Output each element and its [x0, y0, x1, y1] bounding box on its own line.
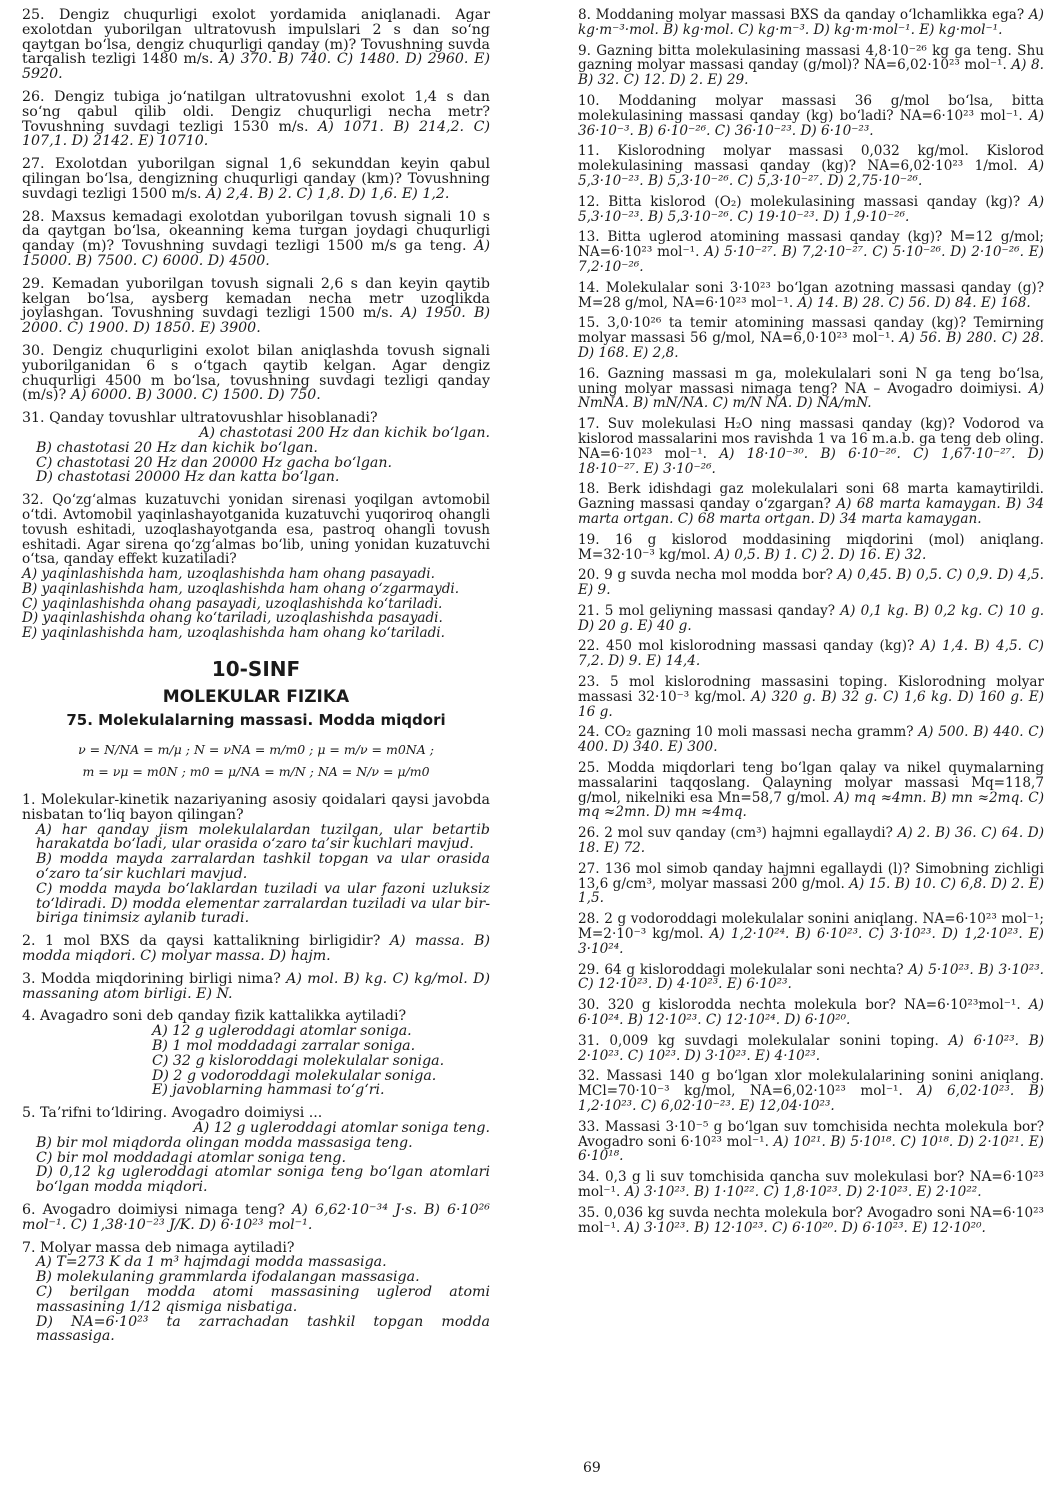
left-question-list [22, 8, 490, 403]
answer-options: A) 6·10²³. B) 2·10²³. C) 10²³. D) 3·10²³. E) 4·10²³. [578, 1032, 1045, 1064]
question [578, 639, 1044, 669]
answer-options: A) 5,3·10⁻²³. B) 5,3·10⁻²⁶. C) 19·10⁻²³. D) 1,9·10⁻²⁶. [578, 193, 1044, 225]
question [578, 281, 1044, 311]
answer-options: A) 56. B) 280. C) 28. D) 168. E) 2,8. [578, 330, 1044, 361]
answer-options: A) 8. B) 32. C) 12. D) 2. E) 29. [578, 57, 1044, 89]
answer-options: A) mq ≈4mn. B) mn ≈2mq. C) mq ≈2mn. D) mн ≈4mq. [578, 789, 1044, 821]
question-text: 30. Dengiz chuqurligini exolot bilan aniqlashda tovush signali yuborilganidan 6 s o‘tgach qaytib kelgan. Agar dengiz chuqurligi 4500 m bo‘lsa, tovushning suvdagi tezligi qanday (m/s)? [22, 342, 490, 404]
option: D) NA=6·10²³ ta zarrachadan tashkil topgan modda massasiga. [36, 1313, 490, 1345]
answer-options: A) NmNA. B) mN/NA. C) m/N NA. D) NA/mN. [578, 380, 1044, 412]
option: A) 12 g ugleroddagi atomlar soniga teng. [193, 1120, 490, 1137]
grade-heading: 10-SINF [211, 657, 301, 682]
answer-options: A) 6,02·10²³. B) 1,2·10²³. C) 6,02·10⁻²³. E) 12,04·10²³. [578, 1083, 1044, 1114]
question-text: 21. 5 mol geliyning massasi qanday? [578, 602, 836, 619]
answer-options: A) 15. B) 10. C) 6,8. D) 2. E) 1,5. [578, 875, 1044, 907]
question [578, 1206, 1044, 1236]
question-text: 19. 16 g kislorod moddasining miqdorini (mol) aniqlang. M=32·10⁻³ kg/mol. [578, 531, 1044, 563]
answer-options: A) 5·10⁻²⁷. B) 7,2·10⁻²⁷. C) 5·10⁻²⁶. D) 2·10⁻²⁶. E) 7,2·10⁻²⁶. [578, 244, 1044, 275]
question [578, 1034, 1044, 1064]
question-text: 29. 64 g kisloroddagi molekulalar soni nechta? [578, 961, 904, 978]
question-text: 7. Molyar massa deb nimaga aytiladi? [22, 1239, 295, 1256]
answer-options: A) 0,1 kg. B) 0,2 kg. C) 10 g. D) 20 g. E) 40 g. [578, 602, 1045, 634]
answer-options: A) 320 g. B) 32 g. C) 1,6 kg. D) 160 g. E) 16 g. [578, 688, 1044, 720]
answer-options: A) 0,45. B) 0,5. C) 0,9. D) 4,5. E) 9. [578, 567, 1044, 599]
question-text: 32. Qo‘zg‘almas kuzatuvchi yonidan sirenasi yoqilgan avtomobil o‘tdi. Avtomobil yaqinlashayotganida kuzatuvchi yuqoriroq ohangli tovush eshitadi, uzoqlashayotganda esa, pastroq ohangli tovush eshitadi. Agar sirena qo‘zg‘almas bo‘lib, uning yonidan kuzatuvchi o‘tsa, qanday effekt kuzatiladi? [22, 492, 490, 568]
question [22, 344, 490, 403]
answer-options: A) 14. B) 28. C) 56. D) 84. E) 168. [797, 294, 1031, 311]
question-text: 16. Gazning massasi m ga, molekulalari soni N ga teng bo‘lsa, uning molyar massasi nimaga teng? NA – Avogadro doimiysi. [578, 365, 1044, 397]
question-text: 15. 3,0·10²⁶ ta temir atomining massasi qanday (kg)? Temirning molyar massasi 56 g/mol, NA=6,0·10²³ mol⁻¹. [578, 315, 1044, 347]
question-6 [22, 1203, 490, 1233]
option: D) chastotasi 20000 Hz dan katta bo‘lgan. [36, 469, 340, 486]
answer-options: A) 1,4. B) 4,5. C) 7,2. D) 9. E) 14,4. [578, 638, 1044, 670]
question-text: 30. 320 g kislorodda nechta molekula bor? NA=6·10²³mol⁻¹. [578, 997, 1021, 1014]
question [578, 568, 1044, 598]
answer-options: A) 370. B) 740. C) 1480. D) 2960. E) 5920. [22, 51, 490, 83]
answer-options: A) 6·10²⁴. B) 12·10²³. C) 12·10²⁴. D) 6·10²⁰. [578, 997, 1044, 1029]
page-number: 69 [583, 1460, 601, 1476]
formula-block [22, 739, 490, 783]
answer-options: A) mol. B) kg. C) kg/mol. D) massaning atom birligi. E) N. [22, 970, 490, 1002]
answer-options: A) massa. B) modda miqdori. C) molyar massa. D) hajm. [22, 933, 490, 965]
question [578, 1120, 1044, 1164]
right-question-list [578, 8, 1044, 1235]
question-text: 20. 9 g suvda necha mol modda bor? [578, 567, 833, 584]
question [578, 912, 1044, 956]
question [578, 417, 1044, 476]
answer-options: A) 500. B) 440. C) 400. D) 340. E) 300. [578, 724, 1044, 756]
question-text: 1. Molekular-kinetik nazariyaning asosiy qoidalari qaysi javobda nisbatan to‘liq bayon qilingan? [22, 792, 490, 823]
question-1 [22, 793, 490, 926]
question [578, 725, 1044, 755]
question [578, 195, 1044, 225]
question [22, 277, 490, 336]
question-text: 22. 450 mol kislorodning massasi qanday (kg)? [578, 638, 915, 655]
question-text: 29. Kemadan yuborilgan tovush signali 2,6 s dan keyin qaytib kelgan bo‘lsa, aysberg kemadan necha metr uzoqlikda joylashgan. Tovushning suvdagi tezligi 1500 m/s. [22, 275, 490, 322]
question-text: 8. Moddaning molyar massasi BXS da qanday o‘lchamlikka ega? [578, 7, 1025, 23]
option: C) yaqinlashishda ohang pasayadi, uzoqlashishda ko‘tariladi. [22, 595, 443, 612]
answer-options: A) 1,2·10²⁴. B) 6·10²³. C) 3·10²³. D) 1,2·10²³. E) 3·10²⁴. [578, 926, 1044, 957]
option: B) modda mayda zarralardan tashkil topgan va ular orasida o‘zaro ta’sir kuchlari mavjud. [36, 851, 490, 883]
question [578, 675, 1044, 719]
question-text: 3. Modda miqdorining birligi nima? [22, 970, 281, 987]
question [578, 44, 1044, 88]
question-text: 34. 0,3 g li suv tomchisida qancha suv molekulasi bor? NA=6·10²³ mol⁻¹. [578, 1169, 1044, 1200]
question [578, 998, 1044, 1028]
question-text: 18. Berk idishdagi gaz molekulalari soni 68 marta kamaytirildi. Gazning massasi qanday o‘zgargan? [578, 481, 1044, 513]
question-text: 12. Bitta kislorod (O₂) molekulasining massasi qanday (kg)? [578, 193, 1021, 210]
question-text: 13. Bitta uglerod atomining massasi qanday (kg)? M=12 g/mol; NA=6·10²³ mol⁻¹. [578, 229, 1044, 261]
question [578, 482, 1044, 526]
question [578, 144, 1044, 188]
question [578, 316, 1044, 360]
question-text: 2. 1 mol BXS da qaysi kattalikning birligidir? [22, 933, 381, 950]
answer-options: A) 6,62·10⁻³⁴ J·s. B) 6·10²⁶ mol⁻¹. C) 1,38·10⁻²³ J/K. D) 6·10²³ mol⁻¹. [22, 1202, 490, 1233]
question-text: 4. Avagadro soni deb qanday fizik kattalikka aytiladi? [22, 1008, 407, 1025]
question-3 [22, 972, 490, 1002]
question-text: 35. 0,036 kg suvda nechta molekula bor? Avogadro soni NA=6·10²³ mol⁻¹. [578, 1204, 1044, 1236]
formula-line: ν = N/NA = m/μ ; N = νNA = m/m0 ; μ = m/ν = m0NA ; [78, 742, 434, 758]
option: C) bir mol moddadagi atomlar soniga teng. [36, 1149, 346, 1166]
right-column [578, 8, 1044, 1241]
option: A) 12 g ugleroddagi atomlar soniga. [152, 1023, 412, 1040]
question-text: 5. Ta’rifni to‘ldiring. Avogadro doimiysi ... [22, 1105, 323, 1122]
option: D) yaqinlashishda ohang ko‘tariladi, uzoqlashishda pasayadi. [22, 610, 443, 627]
option: E) yaqinlashishda ham, uzoqlashishda ham ohang ko‘tariladi. [22, 625, 445, 642]
question-text: 33. Massasi 3·10⁻⁵ g bo‘lgan suv tomchisida nechta molekula bor? Avogadro soni 6·10²³ mol⁻¹. [578, 1118, 1044, 1150]
option: C) modda mayda bo‘laklardan tuziladi va ular fazoni uzluksiz to‘ldiradi. D) modda elementar zarralardan tuziladi va ular bir-biriga tinimsiz aylanib turadi. [36, 880, 490, 927]
question-5 [22, 1106, 490, 1195]
question-32 [22, 493, 490, 641]
question [22, 157, 490, 201]
question-text: 23. 5 mol kislorodning massasini toping. Kislorodning molyar massasi 32·10⁻³ kg/mol. [578, 674, 1044, 705]
question [578, 963, 1044, 993]
topic-heading: MOLEKULAR FIZIKA [162, 687, 350, 708]
answer-options: A) 3·10²³. B) 1·10²². C) 1,8·10²³. D) 2·10²³. E) 2·10²². [624, 1183, 982, 1200]
option: D) 2 g vodoroddagi molekulalar soniga. [152, 1067, 437, 1084]
answer-options: A) 5·10²³. B) 3·10²³. C) 12·10²³. D) 4·10²³. E) 6·10²³. [578, 961, 1044, 993]
option: C) berilgan modda atomi massasining uglerod atomi massasining 1/12 qismiga nisbatiga. [36, 1283, 490, 1315]
question [578, 761, 1044, 820]
answer-options: A) 36·10⁻³. B) 6·10⁻²⁶. C) 36·10⁻²³. D) 6·10⁻²³. [578, 107, 1044, 139]
section-heading: 75. Molekulalarning massasi. Modda miqdori [66, 711, 446, 730]
question [578, 1069, 1044, 1113]
question-31 [22, 411, 490, 485]
option: B) bir mol miqdorda olingan modda massasiga teng. [36, 1134, 413, 1151]
answer-options: A) 1950. B) 2000. C) 1900. D) 1850. E) 3900. [22, 305, 490, 337]
question-text: 14. Molekulalar soni 3·10²³ bo‘lgan azotning massasi qanday (g)? M=28 g/mol, NA=6·10²³ mol⁻¹. [578, 279, 1044, 311]
question-text: 24. CO₂ gazning 10 moli massasi necha gramm? [578, 724, 914, 741]
answer-options: A) 18·10⁻³⁰. B) 6·10⁻²⁶. C) 1,67·10⁻²⁷. D) 18·10⁻²⁷. E) 3·10⁻²⁶. [578, 445, 1044, 477]
option: A) har qanday jism molekulalardan tuzilgan, ular betartib harakatda bo‘ladi, ular orasida o‘zaro ta’sir kuchlari mavjud. [36, 821, 490, 853]
answer-options: A) 3·10²³. B) 12·10²³. C) 6·10²⁰. D) 6·10²³. E) 12·10²⁰. [624, 1219, 986, 1236]
question-text: 27. Exolotdan yuborilgan signal 1,6 sekunddan keyin qabul qilingan bo‘lsa, dengizning chuqurligi qanday (km)? Tovushning suvdagi tezligi 1500 m/s. [22, 156, 490, 202]
question [22, 210, 490, 269]
option: C) chastotasi 20 Hz dan 20000 Hz gacha bo‘lgan. [36, 454, 393, 471]
question-text: 11. Kislorodning molyar massasi 0,032 kg/mol. Kislorod molekulasining massasi qanday (kg)? NA=6,02·10²³ 1/mol. [578, 143, 1044, 175]
question-text: 9. Gazning bitta molekulasining massasi 4,8·10⁻²⁶ kg ga teng. Shu gazning molyar massasi qanday (g/mol)? NA=6,02·10²³ mol⁻¹. [578, 42, 1044, 74]
question-text: 26. 2 mol suv qanday (cm³) hajmni egallaydi? [578, 825, 893, 842]
question-7 [22, 1241, 490, 1345]
question [578, 230, 1044, 274]
question-text: 27. 136 mol simob qanday hajmni egallaydi (l)? Simobning zichligi 13,6 g/cm³, molyar massasi 200 g/mol. [578, 860, 1044, 892]
question [578, 826, 1044, 856]
option: B) molekulaning grammlarda ifodalangan massasiga. [36, 1269, 420, 1286]
question [578, 604, 1044, 634]
answer-options: A) 0,5. B) 1. C) 2. D) 16. E) 32. [714, 546, 927, 563]
question-text: 26. Dengiz tubiga jo‘natilgan ultratovushni exolot 1,4 s dan so‘ng qabul qilib oldi. Dengiz chuqurligi necha metr? Tovushning suvdagi tezligi 1530 m/s. [22, 88, 490, 135]
answer-options: A) kg·m⁻³·mol. B) kg·mol. C) kg·m⁻³. D) kg·m·mol⁻¹. E) kg·mol⁻¹. [578, 7, 1044, 38]
question-text: 28. 2 g vodoroddagi molekulalar sonini aniqlang. NA=6·10²³ mol⁻¹; M=2·10⁻³ kg/mol. [578, 911, 1044, 943]
question [22, 8, 490, 82]
question-text: 25. Dengiz chuqurligi exolot yordamida aniqlanadi. Agar exolotdan yuborilgan ultratovush impulslari 2 s dan so‘ng qaytgan bo‘lsa, dengiz chuqurligi qanday (m)? Tovushning suvda tarqalish tezligi 1480 m/s. [22, 7, 490, 68]
question-text: 25. Modda miqdorlari teng bo‘lgan qalay va nikel quymalarning massalarini taqqoslang. Qalayning molyar massasi Mq=118,7 g/mol, nikelniki esa Mn=58,7 g/mol. [578, 760, 1044, 806]
answer-options: A) 2,4. B) 2. C) 1,8. D) 1,6. E) 1,2. [206, 185, 450, 202]
question-text: 32. Massasi 140 g bo‘lgan xlor molekulalarining sonini aniqlang. MCl=70·10⁻³ kg/mol, NA=6,02·10²³ mol⁻¹. [578, 1068, 1044, 1100]
option: B) chastotasi 20 Hz dan kichik bo‘lgan. [36, 439, 318, 456]
question [578, 533, 1044, 563]
answer-options: A) 6000. B) 3000. C) 1500. D) 750. [70, 387, 321, 404]
question [578, 94, 1044, 138]
question [578, 862, 1044, 906]
question-text: 10. Moddaning molyar massasi 36 g/mol bo‘lsa, bitta molekulasining massasi qanday (kg) bo‘ladi? NA=6·10²³ mol⁻¹. [578, 92, 1044, 124]
answer-options: A) 68 marta kamaygan. B) 34 marta ortgan. C) 68 marta ortgan. D) 34 marta kamaygan. [578, 496, 1044, 527]
question [578, 8, 1044, 38]
answer-options: A) 10²¹. B) 5·10¹⁸. C) 10¹⁸. D) 2·10²¹. E) 6·10¹⁸. [578, 1133, 1044, 1165]
question-text: 17. Suv molekulasi H₂O ning massasi qanday (kg)? Vodorod va kislorod massalarini mos ravishda 1 va 16 m.a.b. ga teng deb oling. NA=6·10²³ mol⁻¹. [578, 416, 1044, 462]
option: A) yaqinlashishda ham, uzoqlashishda ham ohang pasayadi. [22, 566, 435, 583]
option: A) chastotasi 200 Hz dan kichik bo‘lgan. [199, 424, 490, 441]
option: C) 32 g kisloroddagi molekulalar soniga. [152, 1052, 445, 1069]
option: A) T=273 K da 1 m³ hajmdagi modda massasiga. [36, 1254, 387, 1271]
formula-line: m = νμ = m0N ; m0 = μ/NA = m/N ; NA = N/ν = μ/m0 [82, 764, 430, 780]
left-column [22, 8, 490, 1352]
option: D) 0,12 kg ugleroddagi atomlar soniga teng bo‘lgan atomlari bo‘lgan modda miqdori. [36, 1164, 490, 1196]
question [578, 1170, 1044, 1200]
answer-options: A) 2. B) 36. C) 64. D) 18. E) 72. [578, 825, 1044, 857]
question [578, 367, 1044, 411]
option: E) javoblarning hammasi to‘g‘ri. [152, 1082, 385, 1099]
question-text: 28. Maxsus kemadagi exolotdan yuborilgan tovush signali 10 s da qaytgan bo‘lsa, okeanning kema turgan joydagi chuqurligi qanday (m)? Tovushning suvdagi tezligi 1500 m/s ga teng. [22, 208, 490, 255]
answer-options: A) 15000. B) 7500. C) 6000. D) 4500. [22, 238, 491, 269]
question-text: 31. 0,009 kg suvdagi molekulalar sonini toping. [578, 1032, 939, 1049]
answer-options: A) 1071. B) 214,2. C) 107,1. D) 2142. E) 10710. [22, 118, 490, 150]
question-4 [22, 1009, 490, 1098]
question-text: 31. Qanday tovushlar ultratovushlar hisoblanadi? [22, 410, 378, 427]
question-text: 6. Avogadro doimiysi nimaga teng? [22, 1202, 285, 1218]
answer-options: A) 5,3·10⁻²³. B) 5,3·10⁻²⁶. C) 5,3·10⁻²⁷. D) 2,75·10⁻²⁶. [578, 158, 1044, 189]
question-2 [22, 934, 490, 964]
option: B) 1 mol moddadagi zarralar soniga. [152, 1038, 416, 1055]
option: B) yaqinlashishda ham, uzoqlashishda ham ohang o‘zgarmaydi. [22, 580, 460, 597]
question [22, 90, 490, 149]
